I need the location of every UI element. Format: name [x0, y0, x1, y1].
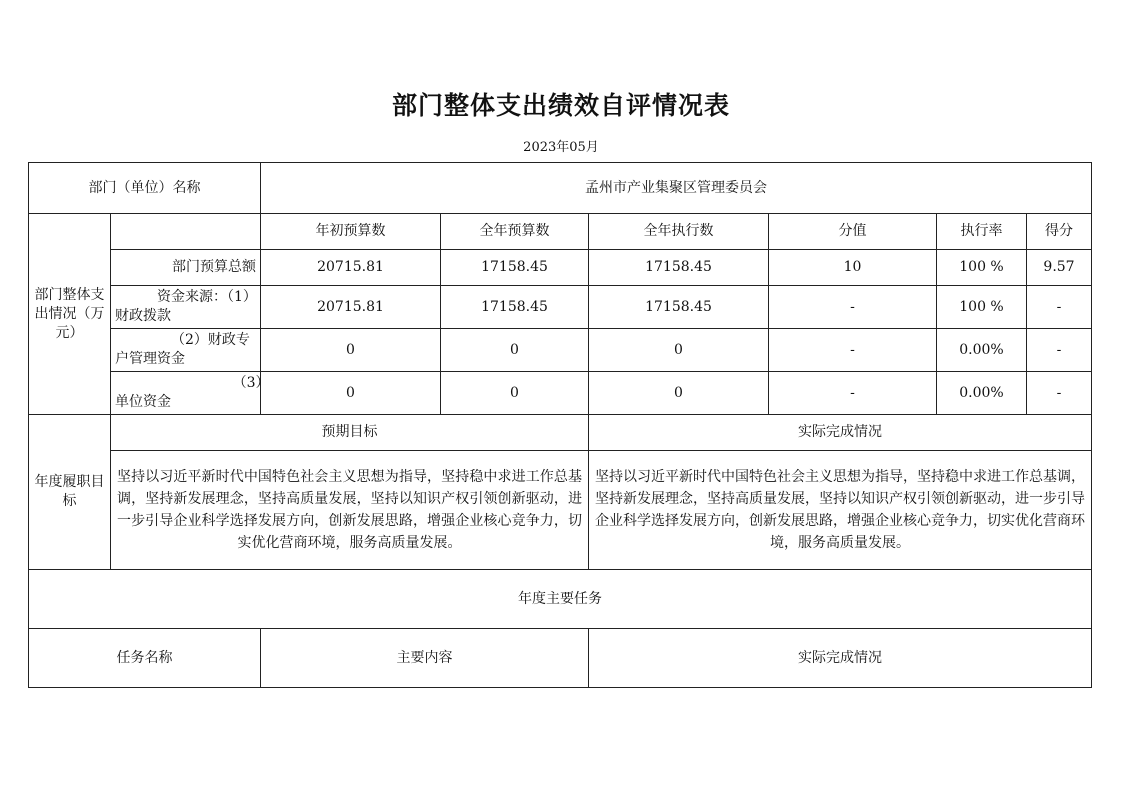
goals-header-row	[29, 415, 1092, 451]
cell-value: 17158.45	[589, 286, 769, 329]
cell-value: 100 %	[937, 286, 1027, 329]
budget-row-total	[29, 250, 1092, 286]
expected-goal-text: 坚持以习近平新时代中国特色社会主义思想为指导，坚持稳中求进工作总基调，坚持新发展理念，坚持高质量发展，坚持以知识产权引领创新驱动，进一步引导企业科学选择发展方向，创新发展思路，增强企业核心竞争力，切实优化营商环境，服务高质量发展。	[111, 451, 589, 570]
row-label: （2）财政专户管理资金	[111, 329, 261, 372]
tasks-section-label: 年度主要任务	[29, 570, 1092, 629]
cell-value: 9.57	[1027, 250, 1092, 286]
cell-value: -	[1027, 329, 1092, 372]
cell-value: -	[769, 372, 937, 415]
cell-value: 0	[589, 329, 769, 372]
cell-value: -	[1027, 372, 1092, 415]
dept-label: 部门（单位）名称	[29, 163, 261, 214]
budget-header-blank	[111, 214, 261, 250]
task-content-header: 主要内容	[261, 629, 589, 688]
page-title: 部门整体支出绩效自评情况表	[391, 91, 730, 120]
cell-value: 17158.45	[589, 250, 769, 286]
tasks-header-row	[29, 629, 1092, 688]
row-label: 资金来源：（1）财政拨款	[111, 286, 261, 329]
goals-section-label: 年度履职目标	[29, 415, 111, 570]
task-actual-header: 实际完成情况	[589, 629, 1092, 688]
budget-header-row	[29, 214, 1092, 250]
budget-section-label: 部门整体支出情况（万元）	[29, 214, 111, 415]
cell-value: -	[1027, 286, 1092, 329]
expected-goal-header: 预期目标	[111, 415, 589, 451]
dept-value: 孟州市产业集聚区管理委员会	[261, 163, 1092, 214]
cell-value: 20715.81	[261, 286, 441, 329]
report-date: 2023年05月	[523, 140, 599, 155]
cell-value: 0.00%	[937, 372, 1027, 415]
col-header: 分值	[769, 214, 937, 250]
actual-goal-text: 坚持以习近平新时代中国特色社会主义思想为指导，坚持稳中求进工作总基调，坚持新发展理念，坚持高质量发展，坚持以知识产权引领创新驱动，进一步引导企业科学选择发展方向，创新发展思路，增强企业核心竞争力，切实优化营商环境，服务高质量发展。	[589, 451, 1092, 570]
budget-row-fiscal	[29, 286, 1092, 329]
cell-value: 0	[261, 329, 441, 372]
cell-value: 17158.45	[441, 286, 589, 329]
col-header: 全年执行数	[589, 214, 769, 250]
col-header: 执行率	[937, 214, 1027, 250]
cell-value: 100 %	[937, 250, 1027, 286]
cell-value: 17158.45	[441, 250, 589, 286]
cell-value: -	[769, 286, 937, 329]
row-label: （3）单位资金	[111, 372, 261, 415]
row-label: 部门预算总额	[111, 250, 261, 286]
cell-value: 10	[769, 250, 937, 286]
cell-value: 0.00%	[937, 329, 1027, 372]
actual-goal-header: 实际完成情况	[589, 415, 1092, 451]
task-name-header: 任务名称	[29, 629, 261, 688]
goals-text-row	[29, 451, 1092, 570]
budget-row-special	[29, 329, 1092, 372]
performance-table	[28, 162, 1092, 688]
cell-value: 0	[589, 372, 769, 415]
cell-value: -	[769, 329, 937, 372]
cell-value: 0	[261, 372, 441, 415]
cell-value: 20715.81	[261, 250, 441, 286]
tasks-title-row	[29, 570, 1092, 629]
col-header: 全年预算数	[441, 214, 589, 250]
cell-value: 0	[441, 372, 589, 415]
col-header: 得分	[1027, 214, 1092, 250]
budget-row-unit	[29, 372, 1092, 415]
cell-value: 0	[441, 329, 589, 372]
col-header: 年初预算数	[261, 214, 441, 250]
dept-row	[29, 163, 1092, 214]
